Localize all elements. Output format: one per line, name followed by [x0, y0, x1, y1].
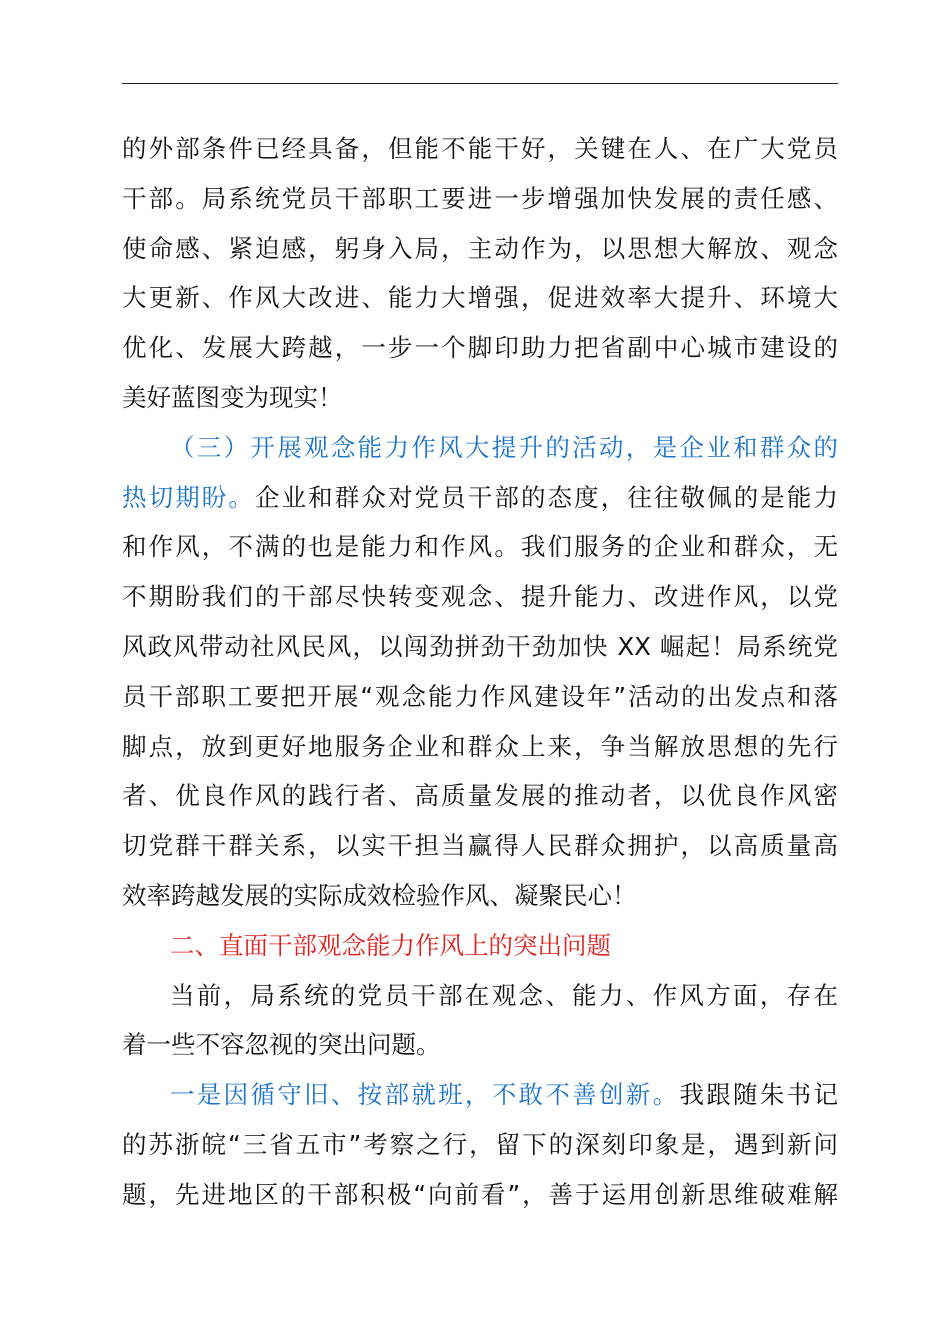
paragraph-line: 和作风，不满的也是能力和作风。我们服务的企业和群众，无 [122, 532, 838, 562]
paragraph-line: 效率跨越发展的实际成效检验作风、凝聚民心！ [122, 880, 637, 910]
subheading-text: 一是因循守旧、按部就班，不敢不善创新。 [170, 1080, 680, 1110]
paragraph-line: 大更新、作风大改进、能力大增强，促进效率大提升、环境大 [122, 283, 838, 313]
paragraph-line: 不期盼我们的干部尽快转变观念、提升能力、改进作风，以党 [122, 582, 838, 612]
document-body [122, 124, 838, 1220]
paragraph-line: 的外部条件已经具备，但能不能干好，关键在人、在广大党员 [122, 134, 838, 163]
paragraph-text: 我跟随朱书记 [679, 1080, 838, 1110]
paragraph-line: 的苏浙皖“三省五市”考察之行，留下的深刻印象是，遇到新问 [122, 1129, 838, 1159]
paragraph-line: 美好蓝图变为现实！ [122, 382, 343, 412]
paragraph-line: 当前，局系统的党员干部在观念、能力、作风方面，存在 [170, 980, 838, 1010]
paragraph-line: 使命感、紧迫感，躬身入局，主动作为，以思想大解放、观念 [122, 233, 838, 263]
paragraph-line: 干部。局系统党员干部职工要进一步增强加快发展的责任感、 [122, 183, 838, 213]
section-heading: 二、直面干部观念能力作风上的突出问题 [170, 930, 611, 960]
mixed-line [122, 473, 838, 523]
paragraph-line: 优化、发展大跨越，一步一个脚印助力把省副中心城市建设的 [122, 333, 838, 363]
paragraph-line: 风政风带动社风民风，以闯劲拼劲干劲加快 XX 崛起！局系统党 [122, 631, 838, 661]
paragraph-line: 题，先进地区的干部积极“向前看”，善于运用创新思维破难解 [122, 1179, 838, 1209]
paragraph-text: 企业和群众对党员干部的态度，往往敬佩的是能力 [254, 482, 838, 512]
paragraph-line: 着一些不容忽视的突出问题。 [122, 1030, 441, 1060]
subheading-line: （三）开展观念能力作风大提升的活动，是企业和群众的 [170, 432, 838, 462]
paragraph-line: 者、优良作风的践行者、高质量发展的推动者，以优良作风密 [122, 781, 838, 811]
subheading-tail: 热切期盼。 [122, 482, 255, 512]
paragraph-line: 脚点，放到更好地服务企业和群众上来，争当解放思想的先行 [122, 731, 838, 761]
mixed-line [122, 1070, 838, 1120]
header-rule [122, 83, 838, 84]
paragraph-line: 员干部职工要把开展“观念能力作风建设年”活动的出发点和落 [122, 681, 838, 711]
paragraph-line: 切党群干群关系，以实干担当赢得人民群众拥护，以高质量高 [122, 831, 838, 861]
